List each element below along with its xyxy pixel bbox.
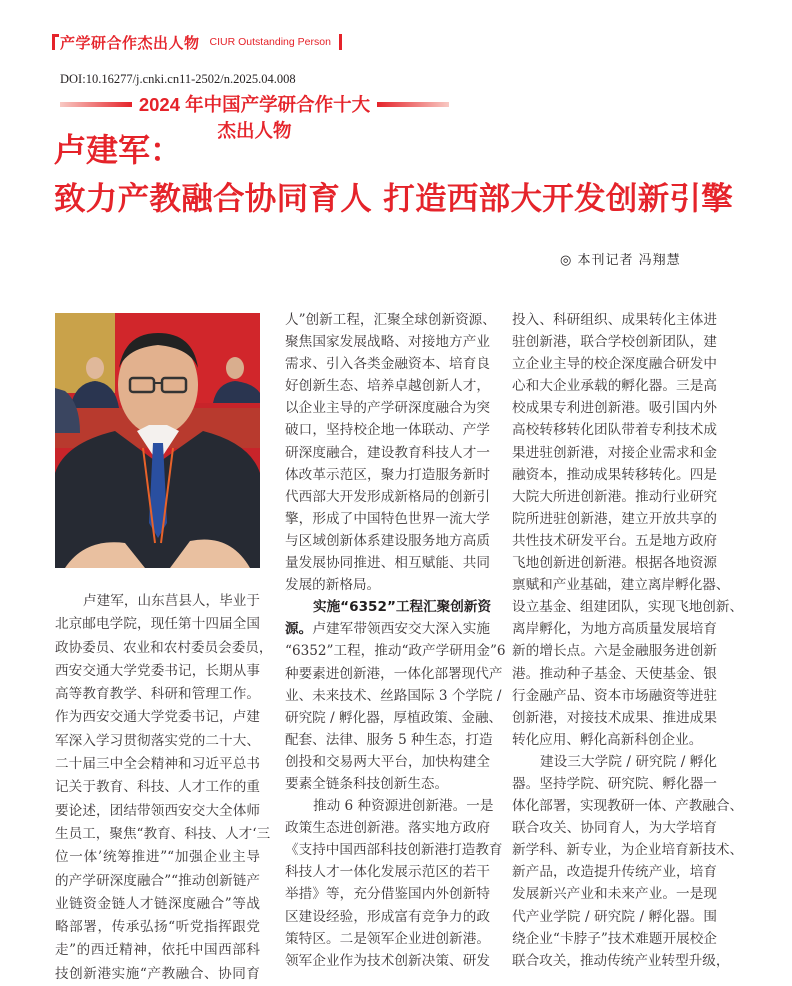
byline: ◎ 本刊记者 冯翔慧 (560, 253, 681, 268)
section-header (52, 33, 342, 51)
bracket-mark (52, 34, 55, 50)
line-text: 要论述，团结带领西安交大全体师 (55, 802, 260, 819)
line-text: 作为西安交通大学党委书记，卢建 (55, 709, 260, 726)
text-line (285, 950, 490, 972)
line-text: 业链资金链人才链深度融合”等战 (55, 895, 260, 912)
line-text: 创新港，对接技术成果、推进成果 (512, 709, 717, 726)
line-text: 区建设经验，形成富有竞争力的政 (285, 908, 490, 925)
text-line (55, 706, 260, 729)
text-line (285, 663, 503, 685)
line-text: 的产学研深度融合”“推动创新链产 (55, 872, 260, 889)
line-text: 果进驻创新港，对接企业需求和金 (512, 444, 717, 461)
line-text: 人”创新工程，汇聚全球创新资源、 (285, 312, 496, 328)
line-text: 配套、法律、服务 5 种生态，打造 (285, 731, 493, 748)
bold-lead-in: 实施“6352”工程汇聚创新资 (313, 599, 492, 616)
text-line (285, 618, 490, 640)
text-line (55, 800, 260, 823)
section-title-cn: 产学研合作杰出人物 (60, 33, 200, 52)
text-line (55, 776, 260, 799)
line-text: 策特区。二是领军企业进创新港。 (285, 930, 490, 947)
line-text: 投入、科研组织、成果转化主体进 (512, 312, 717, 328)
line-text: 研究院 / 孵化器，厚植政策、金融、 (285, 709, 503, 726)
line-text: 北京邮电学院，现任第十四届全国 (55, 616, 260, 633)
line-text: 技创新港实施“产教融合、协同育 (55, 965, 260, 982)
text-line (285, 707, 503, 729)
text-line (55, 683, 260, 706)
line-text: 西安交通大学党委书记，长期从事 (55, 662, 260, 679)
text-line (512, 375, 717, 397)
line-text: 高校转移转化团队带着专利技术成 (512, 422, 717, 439)
text-line (55, 660, 260, 683)
line-text: 创投和交易两大平台，加快构建全 (285, 753, 490, 770)
text-column-1 (55, 590, 273, 986)
line-text: 建设三大学院 / 研究院 / 孵化 (540, 753, 717, 770)
text-line (55, 590, 260, 613)
text-line (512, 442, 717, 464)
text-line (285, 861, 490, 883)
text-line (285, 442, 490, 464)
line-text: 融资本，推动成果转移转化。四是 (512, 466, 717, 483)
line-text: 体化部署，实现教研一体、产教融合、 (512, 798, 744, 815)
text-line (512, 950, 730, 972)
line-text: 新的增长点。六是金融服务进创新 (512, 643, 717, 660)
line-text: 政策生态进创新港。落实地方政府 (285, 820, 490, 837)
line-text: 高等教育教学、科研和管理工作。 (55, 686, 260, 703)
text-line (512, 928, 717, 950)
text-line (285, 839, 503, 861)
line-text: 量发展协同推进、相互赋能、共同 (285, 555, 490, 572)
text-line (285, 419, 490, 441)
line-text: 驻创新港，联合学校创新团队，建 (512, 334, 717, 351)
text-line (512, 331, 717, 353)
text-line (512, 817, 717, 839)
line-text: 聚焦国家发展战略、对接地方产业 (285, 334, 490, 351)
text-line (55, 963, 260, 986)
text-line (512, 707, 717, 729)
text-line (285, 928, 490, 950)
text-line (512, 464, 717, 486)
text-line (285, 883, 490, 905)
text-line (512, 685, 717, 707)
line-text: 禀赋和产业基础，建立离岸孵化器、 (512, 577, 730, 594)
line-text: 联合攻关、协同育人，为大学培育 (512, 820, 717, 837)
banner-rule-left (60, 102, 132, 107)
line-text: 校成果专利进创新港。吸引国内外 (512, 400, 717, 417)
text-line (285, 795, 494, 817)
bar-mark (339, 34, 342, 50)
text-line (512, 508, 717, 530)
line-text: “6352”工程，推动“政产学研用金”6 (285, 643, 506, 660)
text-column-2 (285, 309, 506, 972)
text-line (55, 823, 271, 846)
text-line (55, 730, 260, 753)
line-text: 心和大企业承载的孵化器。三是高 (512, 378, 717, 395)
text-line (55, 753, 260, 776)
line-text: 业、未来技术、丝路国际 3 个学院 / (285, 687, 502, 704)
line-text: 大院大所进创新港。推动行业研究 (512, 488, 717, 505)
text-line (285, 596, 490, 618)
line-text: 离岸孵化，为地方高质量发展培育 (512, 621, 717, 638)
text-line (285, 397, 490, 419)
line-text: 需求、引入各类金融资本、培育良 (285, 356, 490, 373)
doi: DOI:10.16277/j.cnki.cn11-2502/n.2025.04.008 (60, 72, 296, 86)
line-text: 破口，坚持校企地一体联动、产学 (285, 422, 490, 439)
text-line (285, 574, 490, 596)
line-text: 联合攻关，推动传统产业转型升级， (512, 952, 730, 969)
line-text: 代西部大开发形成新格局的创新引 (285, 488, 490, 505)
line-text: 港。推动种子基金、天使基金、银 (512, 665, 717, 682)
line-text: 领军企业作为技术创新决策、研发 (285, 952, 490, 969)
line-text: 好创新生态、培养卓越创新人才， (285, 378, 490, 395)
text-line (512, 618, 717, 640)
line-text: 院所进驻创新港，建立开放共享的 (512, 510, 717, 527)
line-text: 科技人才一体化发展示范区的若干 (285, 864, 490, 881)
line-text: 要素全链条科技创新生态。 (285, 775, 449, 792)
text-column-3 (512, 309, 744, 972)
line-text: 卢建军带领西安交大深入实施 (312, 621, 490, 638)
text-line (512, 795, 744, 817)
text-line (512, 596, 744, 618)
line-text: 行金融产品、资本市场融资等进驻 (512, 687, 717, 704)
text-line (512, 353, 717, 375)
text-line (512, 574, 730, 596)
text-line (55, 939, 260, 962)
text-line (285, 640, 506, 662)
text-line (512, 663, 717, 685)
text-line (512, 419, 717, 441)
text-line (285, 685, 502, 707)
text-line (512, 486, 717, 508)
line-text: 走”的西迁精神，依托中国西部科 (55, 942, 260, 959)
line-text: 生员工，聚焦“教育、科技、人才‘三 (55, 825, 271, 842)
text-line (285, 375, 490, 397)
text-line (55, 916, 260, 939)
line-text: 发展的新格局。 (285, 577, 381, 594)
line-text: 以企业主导的产学研深度融合为突 (285, 400, 490, 417)
line-text: 略部署，传承弘扬“听党指挥跟党 (55, 919, 260, 936)
text-line (55, 846, 260, 869)
line-text: 器。坚持学院、研究院、孵化器一 (512, 775, 717, 792)
text-line (285, 353, 490, 375)
article-title: 致力产教融合协同育人 打造西部大开发创新引擎 (54, 181, 734, 217)
line-text: 飞地创新进创新港。根据各地资源 (512, 555, 717, 572)
text-line (55, 893, 260, 916)
section-title-en: CIUR Outstanding Person (209, 36, 331, 48)
line-text: 研深度融合，建设教育科技人才一 (285, 444, 490, 461)
text-line (55, 870, 260, 893)
line-text: 转化应用、孵化高新科创企业。 (512, 731, 703, 748)
text-line (55, 613, 260, 636)
text-line (285, 486, 490, 508)
line-text: 政协委员、农业和农村委员会委员， (55, 639, 273, 656)
text-line (285, 331, 490, 353)
text-line (512, 552, 717, 574)
banner-text: 2024 年中国产学研合作十大杰出人物 (138, 94, 371, 141)
text-line (285, 817, 490, 839)
text-line (512, 397, 717, 419)
line-text: 军深入学习贯彻落实党的二十大、 (55, 732, 260, 749)
line-text: 卢建军，山东莒县人，毕业于 (83, 593, 260, 609)
text-line (285, 773, 490, 795)
line-text: 与区域创新体系建设服务地方高质 (285, 532, 490, 549)
text-line (285, 729, 493, 751)
text-line (285, 464, 490, 486)
line-text: 推动 6 种资源进创新港。一是 (313, 798, 494, 815)
line-text: 记关于教育、科技、人才工作的重 (55, 779, 260, 796)
line-text: 代产业学院 / 研究院 / 孵化器。围 (512, 908, 717, 925)
text-line (285, 309, 496, 331)
line-text: 体改革示范区，聚力打造服务新时 (285, 466, 490, 483)
banner (60, 92, 449, 141)
line-text: 立企业主导的校企深度融合研发中 (512, 356, 717, 373)
line-text: 新产品，改造提升传统产业，培育 (512, 864, 717, 881)
text-line (512, 839, 744, 861)
text-line (512, 309, 717, 331)
text-line (285, 552, 490, 574)
text-line (285, 906, 490, 928)
text-line (512, 751, 717, 773)
text-line (285, 530, 490, 552)
text-line (512, 773, 717, 795)
line-text: 二十届三中全会精神和习近平总书 (55, 756, 260, 773)
bold-lead-in: 源。 (285, 621, 313, 638)
portrait-photo (55, 313, 260, 568)
line-text: 《支持中国西部科技创新港打造教育 (285, 842, 503, 859)
text-line (512, 729, 717, 751)
text-line (512, 861, 717, 883)
text-line (512, 883, 717, 905)
line-text: 发展新兴产业和未来产业。一是现 (512, 886, 717, 903)
text-line (512, 906, 717, 928)
line-text: 位一体’统筹推进”“加强企业主导 (55, 849, 260, 866)
text-line (285, 508, 490, 530)
line-text: 新学科、新专业，为企业培育新技术、 (512, 842, 744, 859)
text-line (512, 530, 717, 552)
line-text: 绕企业“卡脖子”技术难题开展校企 (512, 930, 717, 947)
line-text: 举措》等，充分借鉴国内外创新特 (285, 886, 490, 903)
text-line (512, 640, 717, 662)
line-text: 种要素进创新港，一体化部署现代产 (285, 665, 503, 682)
line-text: 设立基金、组建团队，实现飞地创新、 (512, 599, 744, 616)
article-title-name: 卢建军： (54, 131, 183, 169)
line-text: 擎，形成了中国特色世界一流大学 (285, 510, 490, 527)
banner-rule-right (377, 102, 449, 107)
line-text: 共性技术研发平台。五是地方政府 (512, 532, 717, 549)
text-line (55, 637, 273, 660)
text-line (285, 751, 490, 773)
